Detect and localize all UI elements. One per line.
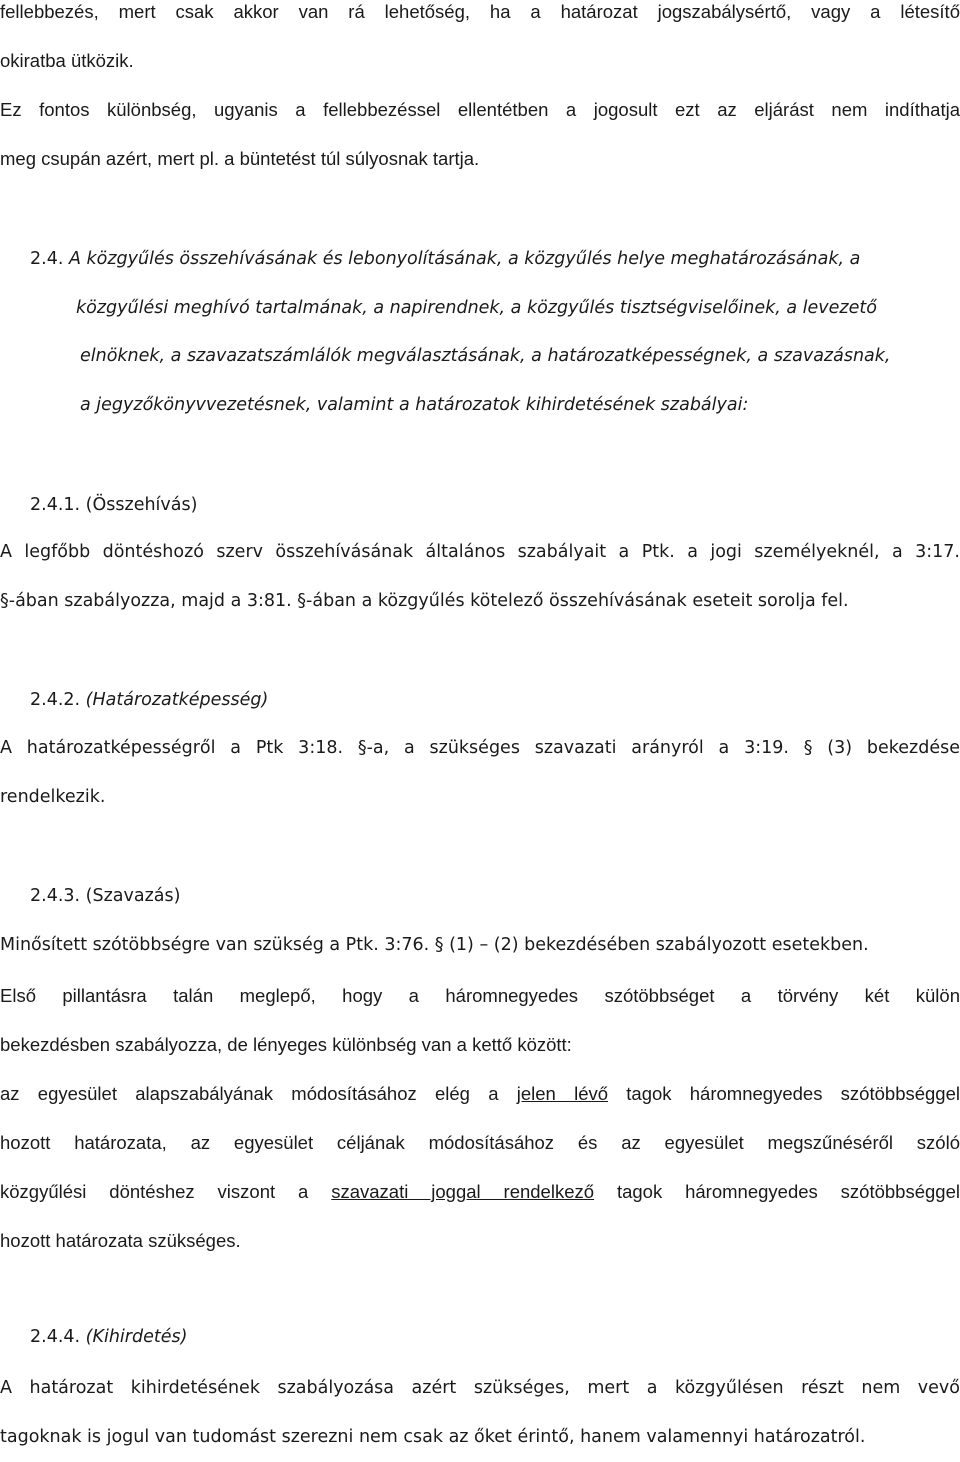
section-2-4-3-heading	[30, 884, 180, 908]
section-2-4-3-line-7: hozott határozata szükséges.	[0, 1230, 241, 1251]
section-2-4-3-line-3: bekezdésben szabályozza, de lényeges különbség van a kettő között:	[0, 1034, 572, 1055]
section-2-4-line-4: a jegyzőkönyvvezetésnek, valamint a határozatok kihirdetésének szabályai:	[80, 395, 749, 416]
underlined-jelen-levo: jelen lévő	[516, 1083, 609, 1104]
section-2-4-3-line-1-block	[0, 921, 960, 970]
section-2-4-2-line-1: A határozatképességről a Ptk 3:18. §-a, a szükséges szavazati arányról a 3:19. § (3) bekezdése	[0, 738, 960, 758]
section-2-4-1-heading	[30, 493, 197, 517]
intro-paragraph	[0, 0, 960, 183]
section-2-4-2-body	[0, 724, 960, 822]
section-2-4-4-title: (Kihirdetés)	[85, 1327, 188, 1347]
section-2-4-4-line-1: A határozat kihirdetésének szabályozása azért szükséges, mert a közgyűlésen részt nem vevő	[0, 1378, 960, 1398]
section-2-4-1-number: 2.4.1.	[30, 495, 81, 515]
section-2-4-2-title: (Határozatképesség)	[85, 690, 269, 710]
section-2-4-2-line-2: rendelkezik.	[0, 787, 106, 807]
section-2-4-2-number: 2.4.2.	[30, 690, 81, 710]
section-2-4-3-line-4: az egyesület alapszabályának módosításához elég a jelen lévő tagok háromnegyedes szótöbbséggel	[0, 1083, 960, 1104]
intro-line-1: fellebbezés, mert csak akkor van rá lehetőség, ha a határozat jogszabálysértő, vagy a létesítő	[0, 1, 960, 22]
section-2-4-3-number: 2.4.3.	[30, 886, 81, 906]
section-2-4-line-2: közgyűlési meghívó tartalmának, a napirendnek, a közgyűlés tisztségviselőinek, a levezető	[76, 297, 877, 318]
section-2-4-4-line-2: tagoknak is jogul van tudomást szerezni nem csak az őket érintő, hanem valamennyi határozatról.	[0, 1427, 866, 1447]
section-2-4-3-title: (Szavazás)	[85, 886, 181, 906]
section-2-4-number: 2.4.	[30, 249, 64, 269]
section-2-4-1-line-2: §-ában szabályozza, majd a 3:81. §-ában a közgyűlés kötelező összehívásának eseteit sorolja fel.	[0, 591, 849, 611]
section-2-4-1-title: (Összehívás)	[85, 495, 198, 515]
section-2-4-4-number: 2.4.4.	[30, 1327, 81, 1347]
section-2-4-4-heading	[30, 1325, 187, 1349]
section-2-4-3-line-2: Első pillantásra talán meglepő, hogy a háromnegyedes szótöbbséget a törvény két külön	[0, 985, 960, 1006]
section-2-4-line-1: 2.4. A közgyűlés összehívásának és lebonyolításának, a közgyűlés helye meghatározásának, a	[30, 249, 861, 269]
intro-line-4: meg csupán azért, mert pl. a büntetést túl súlyosnak tartja.	[0, 148, 480, 169]
section-2-4	[30, 235, 950, 430]
section-2-4-3-body	[0, 971, 960, 1265]
section-2-4-3-line-5: hozott határozata, az egyesület céljának módosításához és az egyesület megszűnéséről szóló	[0, 1132, 960, 1153]
underlined-szavazati-joggal: szavazati joggal rendelkező	[331, 1181, 595, 1202]
intro-line-2: okiratba ütközik.	[0, 50, 134, 71]
section-2-4-3-line-1: Minősített szótöbbségre van szükség a Ptk. 3:76. § (1) – (2) bekezdésében szabályozott esetekben.	[0, 935, 869, 955]
section-2-4-1-line-1: A legfőbb döntéshozó szerv összehívásának általános szabályait a Ptk. a jogi személyeknél, a 3:17.	[0, 542, 960, 562]
intro-line-3: Ez fontos különbség, ugyanis a fellebbezéssel ellentétben a jogosult ezt az eljárást nem indíthatja	[0, 99, 960, 120]
section-2-4-3-line-6: közgyűlési döntéshez viszont a szavazati joggal rendelkező tagok háromnegyedes szótöbbséggel	[0, 1181, 960, 1202]
section-2-4-1-body	[0, 528, 960, 626]
section-2-4-2-heading	[30, 688, 268, 712]
section-2-4-4-body	[0, 1364, 960, 1462]
section-2-4-line-3: elnöknek, a szavazatszámlálók megválasztásának, a határozatképességnek, a szavazásnak,	[80, 346, 891, 367]
